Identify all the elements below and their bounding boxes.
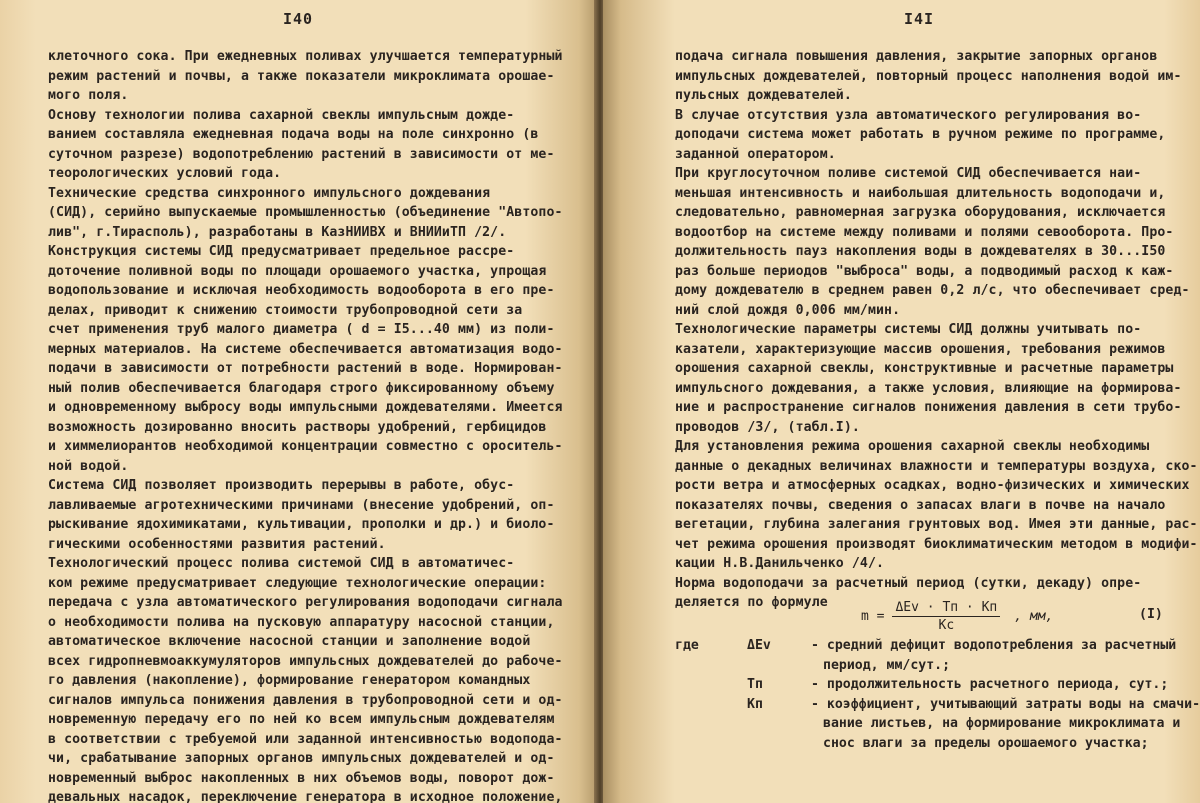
definition-symbol: ΔEv xyxy=(747,638,771,653)
text-line: Для установления режима орошения сахарной свеклы необходимы xyxy=(675,439,1150,454)
definition-text: вание листьев, на формирование микроклимата и xyxy=(823,716,1181,731)
text-line: подачи в зависимости от потребности растений в воде. Нормирован- xyxy=(48,361,563,376)
text-line: Технологический процесс полива системой СИД в автоматичес- xyxy=(48,556,515,571)
page-number: I4I xyxy=(904,10,935,28)
definition-text: период, мм/сут.; xyxy=(823,657,951,673)
text-line: сигналов импульса понижения давления в трубопроводной сети и од- xyxy=(48,692,563,708)
text-line: передача с узла автоматического регулирования водоподачи сигнала xyxy=(48,595,563,610)
page-number: I40 xyxy=(283,10,314,28)
text-line: девальных насадок, переключение генератора в исходное положение, xyxy=(48,790,563,803)
text-line: лавливаемые агротехническими причинами (внесение удобрений, оп- xyxy=(48,497,555,513)
text-line: проводов /3/, (табл.I). xyxy=(675,419,860,435)
text-line: гическими особенностями развития растений. xyxy=(48,536,386,552)
text-line: чи, срабатывание запорных органов импульсных дождевателей и од- xyxy=(48,751,555,766)
text-line: данные о декадных величинах влажности и температуры воздуха, ско- xyxy=(675,458,1198,474)
text-line: орошения сахарной свеклы, конструктивные и расчетные параметры xyxy=(675,361,1174,376)
text-line: меньшая интенсивность и наибольшая длительность водоподачи и, xyxy=(675,185,1166,201)
text-line: суточном разрезе) водопотреблению растений в зависимости от ме- xyxy=(48,146,555,162)
formula-lhs: m = xyxy=(861,609,885,624)
text-line: В случае отсутствия узла автоматического регулирования во- xyxy=(675,107,1142,123)
text-line: доточение поливной воды по площади орошаемого участка, упрощая xyxy=(48,263,547,279)
text-line: лив", г.Тирасполь), разработаны в КазНИИВХ и ВНИИиТП /2/. xyxy=(48,224,507,240)
text-line: подача сигнала повышения давления, закрытие запорных органов xyxy=(675,49,1158,64)
text-line: новременную передачу его по ней ко всем импульсным дождевателям xyxy=(48,712,555,727)
text-line: Норма водоподачи за расчетный период (сутки, декаду) опре- xyxy=(675,575,1142,591)
text-line: импульсного дождевания, а также условия, влияющие на формирова- xyxy=(675,380,1182,396)
formula xyxy=(861,600,1053,633)
text-line: возможность дозированно вносить растворы удобрений, гербицидов xyxy=(48,419,547,435)
text-line: При круглосуточном поливе системой СИД обеспечивается наи- xyxy=(675,166,1142,181)
text-line: делах, приводит к снижению стоимости трубопроводной сети за xyxy=(48,302,523,318)
formula-denominator: Kс xyxy=(938,618,955,633)
text-line: показателях почвы, сведения о запасах влаги в почве на начало xyxy=(675,497,1166,513)
definition-text: снос влаги за пределы орошаемого участка; xyxy=(823,735,1149,751)
equation-number: (I) xyxy=(1139,607,1163,622)
definition-symbol: Tп xyxy=(747,677,763,692)
text-line: (СИД), серийно выпускаемые промышленностью (объединение "Автопо- xyxy=(48,205,563,220)
text-line: Технологические параметры системы СИД должны учитывать по- xyxy=(675,322,1142,337)
text-line: ванием составляла ежедневная подача воды на поле синхронно (в xyxy=(48,127,539,142)
text-line: рости ветра и атмосферных осадках, водно-физических и химических xyxy=(675,478,1190,493)
formula-units: , мм, xyxy=(1014,609,1054,624)
text-line: счет применения труб малого диаметра ( d = I5...40 мм) из поли- xyxy=(48,322,555,337)
text-line: Конструкция системы СИД предусматривает предельное рассре- xyxy=(48,244,515,259)
text-line: раз больше периодов "выброса" воды, а подводимый расход к каж- xyxy=(675,263,1174,279)
body-text xyxy=(48,47,563,803)
text-line: водопользование и исключая необходимость водооборота в его пре- xyxy=(48,283,555,298)
text-line: импульсных дождевателей, повторный процесс наполнения водой им- xyxy=(675,68,1182,84)
text-line: и химмелиорантов необходимой концентрации совместно с ороситель- xyxy=(48,439,563,454)
text-line: ком режиме предусматривает следующие технологические операции: xyxy=(48,575,547,591)
body-text xyxy=(675,47,1198,613)
text-line: о необходимости полива на пусковую аппаратуру насосной станции, xyxy=(48,614,555,630)
text-line: Технические средства синхронного импульсного дождевания xyxy=(48,185,491,201)
text-line: рыскивание ядохимикатами, культивации, прополки и др.) и биоло- xyxy=(48,517,555,532)
text-line: ной водой. xyxy=(48,458,129,474)
text-line: ние и распространение сигналов понижения давления в сети трубо- xyxy=(675,400,1182,415)
text-line: теорологических условий года. xyxy=(48,166,282,181)
text-line: всех гидропневмоаккумуляторов импульсных дождевателей до рабоче- xyxy=(48,653,563,669)
text-line: ний слой дождя 0,006 мм/мин. xyxy=(675,302,901,318)
definition-symbol: Kп xyxy=(747,696,763,712)
text-line: ный полив обеспечивается благодаря строго фиксированному объему xyxy=(48,380,555,396)
text-line: деляется по формуле xyxy=(675,595,828,610)
text-line: новременный выброс накопленных в них объемов воды, поворот дож- xyxy=(48,770,555,786)
text-line: мерных материалов. На системе обеспечивается автоматизация водо- xyxy=(48,341,563,357)
text-line: клеточного сока. При ежедневных поливах улучшается температурный xyxy=(48,49,563,64)
text-line: должительность пауз накопления воды в дождевателях в 30...I50 xyxy=(675,244,1166,259)
text-line: в соответствии с требуемой или заданной интенсивностью водопода- xyxy=(48,731,563,747)
definition-text: - средний дефицит водопотребления за расчетный xyxy=(811,638,1177,653)
text-line: чет режима орошения производят биоклиматическим методом в модифи- xyxy=(675,536,1198,552)
text-line: кации Н.В.Данильченко /4/. xyxy=(675,556,885,571)
formula-fraction xyxy=(892,600,1000,633)
text-line: водоотбор на системе между поливами и полями севооборота. Про- xyxy=(675,224,1174,240)
right-page xyxy=(603,0,1200,803)
text-line: доподачи система может работать в ручном режиме по программе, xyxy=(675,127,1166,142)
left-page xyxy=(0,0,597,803)
text-line: дому дождевателю в среднем равен 0,2 л/с, что обеспечивает сред- xyxy=(675,283,1190,298)
text-line: Система СИД позволяет производить перерывы в работе, обус- xyxy=(48,478,515,493)
text-line: и одновременному выбросу воды импульсными дождевателями. Имеется xyxy=(48,400,563,415)
text-line: мого поля. xyxy=(48,88,129,103)
text-line: следовательно, равномерная загрузка оборудования, исключается xyxy=(675,205,1166,220)
text-line: Основу технологии полива сахарной свеклы импульсным дожде- xyxy=(48,107,515,123)
definition-where: где xyxy=(675,638,699,653)
text-line: го давления (накопление), формирование генератором командных xyxy=(48,673,531,688)
definition-text: - продолжительность расчетного периода, сут.; xyxy=(811,677,1169,692)
text-line: пульсных дождевателей. xyxy=(675,88,852,103)
formula-numerator: ΔEv · Tп · Kп xyxy=(892,600,1000,617)
text-line: автоматическое включение насосной станции и заполнение водой xyxy=(48,634,531,649)
text-line: заданной оператором. xyxy=(675,146,836,162)
definition-text: - коэффициент, учитывающий затраты воды на смачи- xyxy=(811,696,1200,712)
text-line: вегетации, глубина залегания грунтовых вод. Имея эти данные, рас- xyxy=(675,517,1198,532)
text-line: режим растений и почвы, а также показатели микроклимата орошае- xyxy=(48,68,555,84)
text-line: казатели, характеризующие массив орошения, требования режимов xyxy=(675,341,1166,357)
